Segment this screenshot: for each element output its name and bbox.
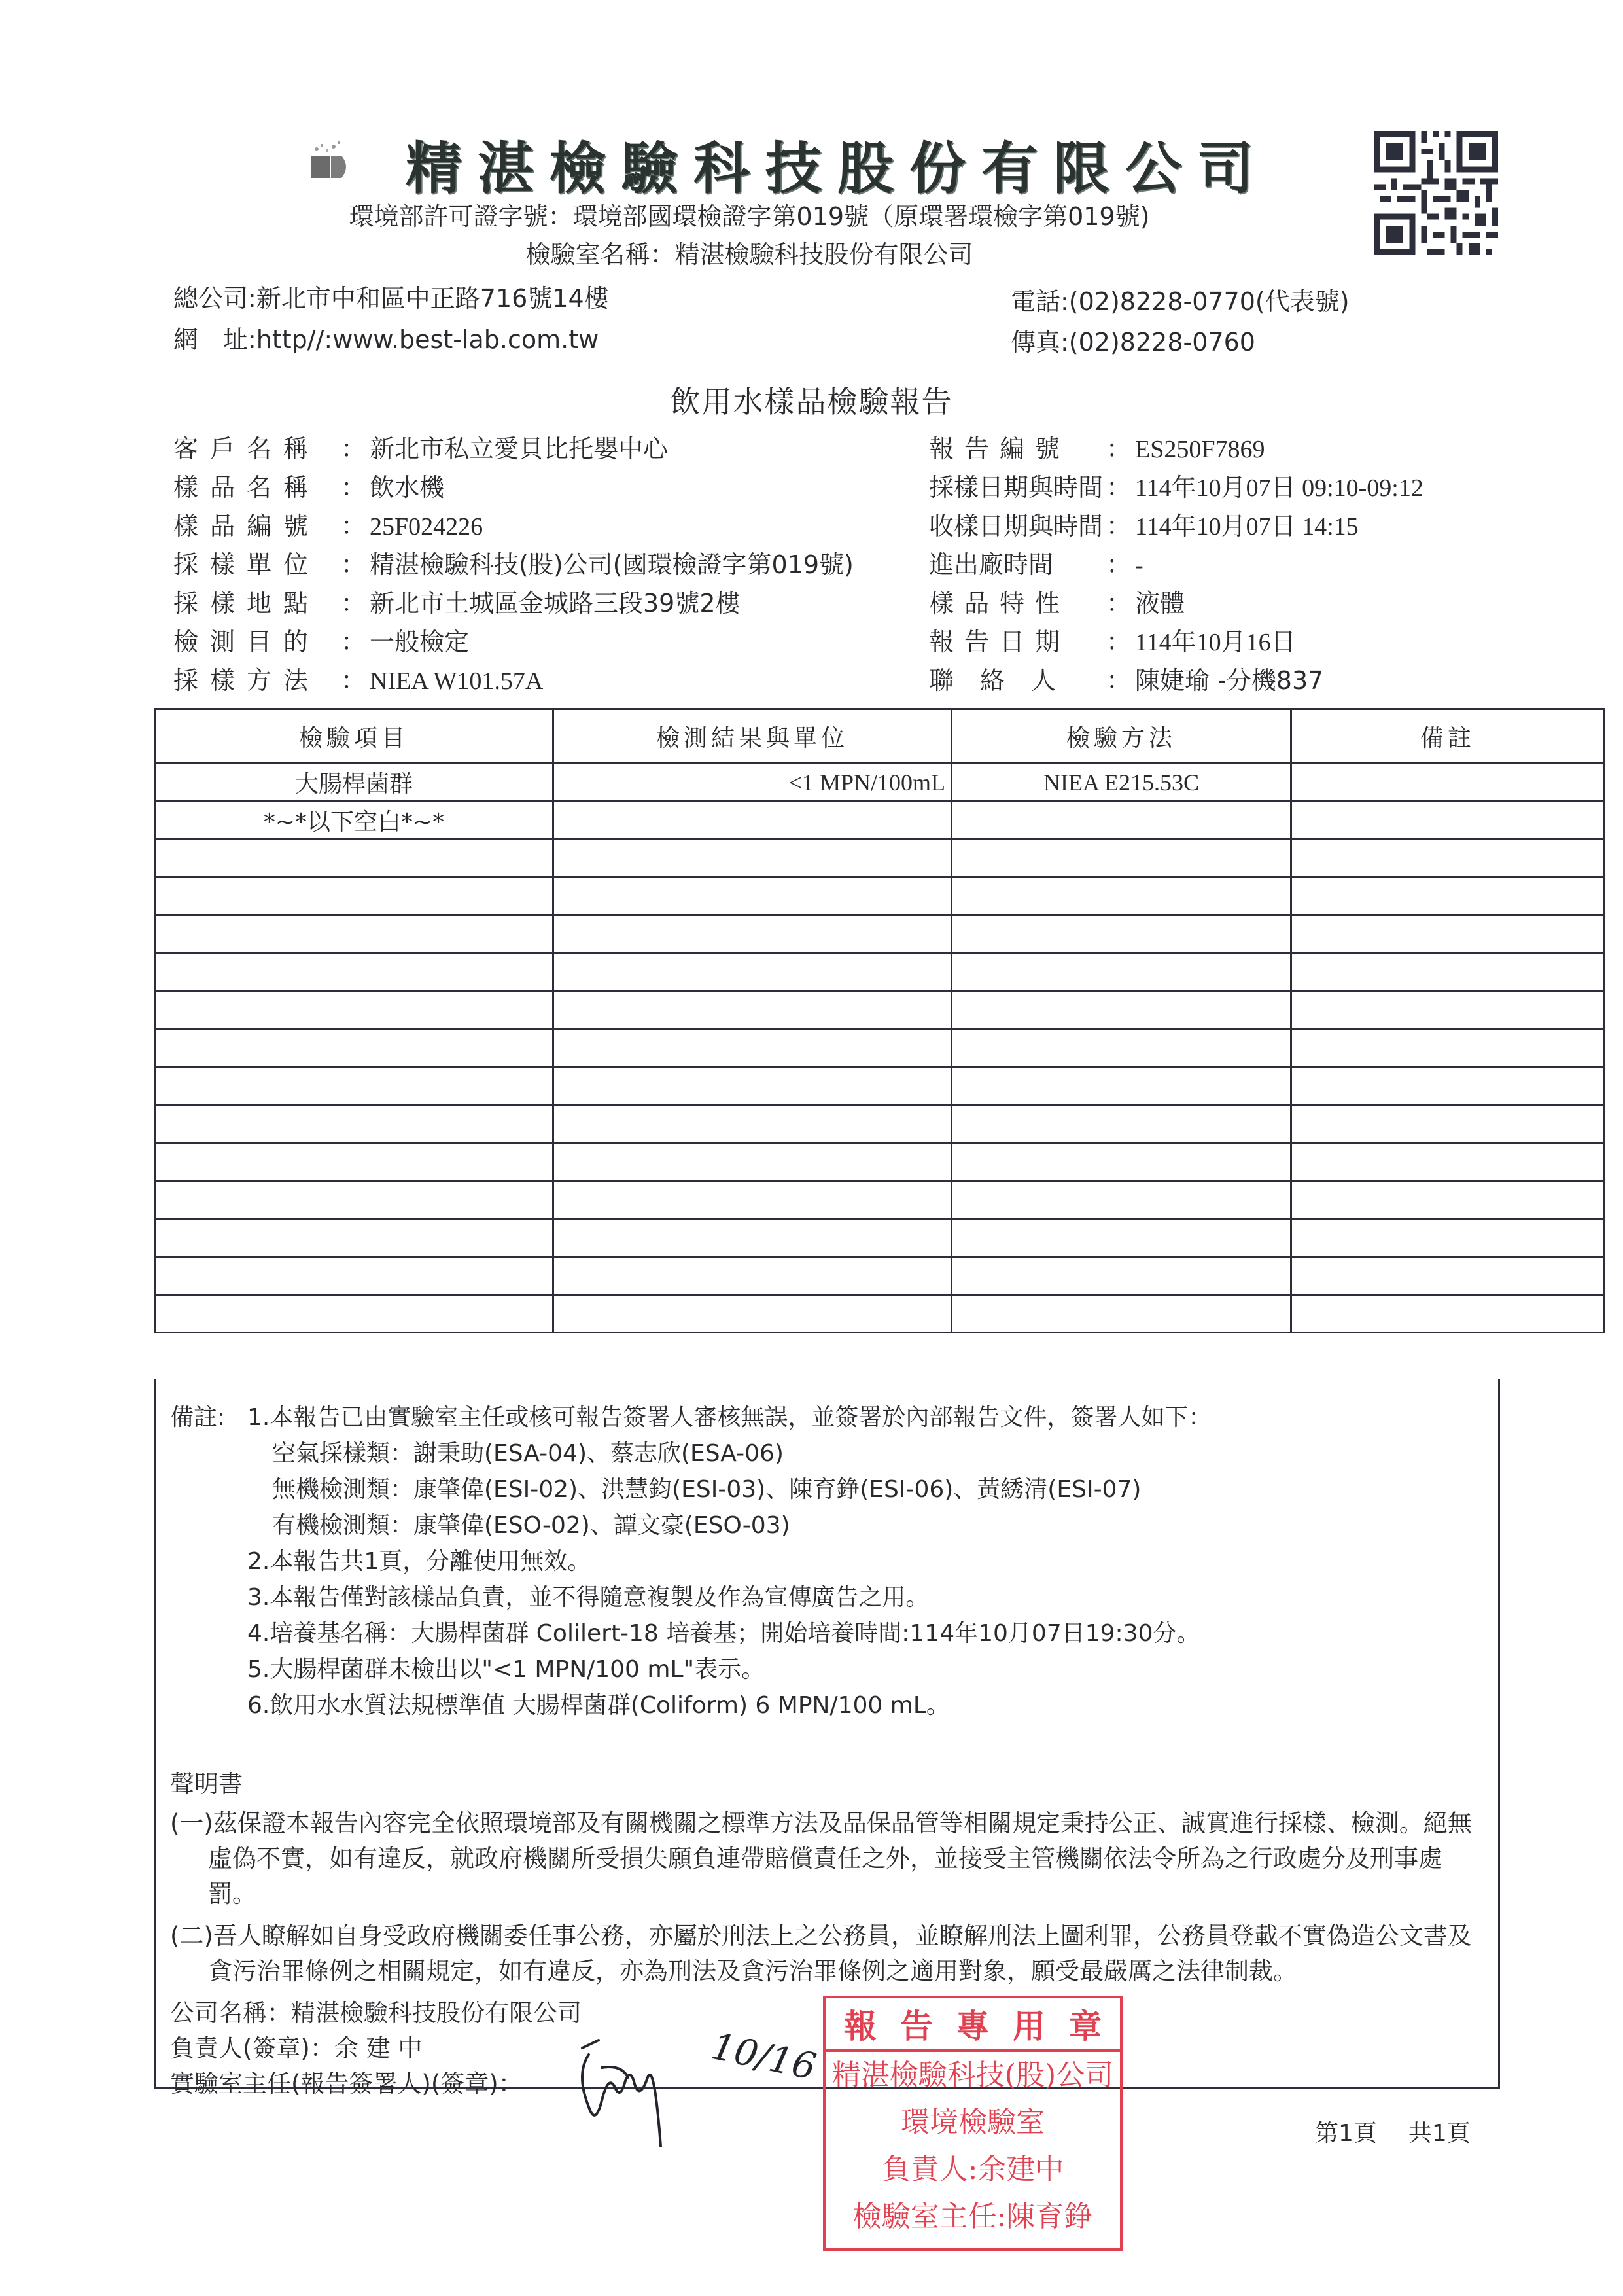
info-label: 樣品名稱 [173, 473, 321, 502]
statement-line: 虛偽不實，如有違反，就政府機關所受損失願負連帶賠償責任之外，並接受主管機關依法令所為之行政處分及刑事處 [208, 1845, 1442, 1873]
table-row [155, 1219, 1605, 1257]
info-value: 新北市私立愛貝比托嬰中心 [370, 434, 669, 463]
cell-remarks [1291, 1219, 1605, 1257]
cell-remarks [1291, 953, 1605, 991]
table-row [155, 915, 1605, 953]
website: 網 址:http//:www.best-lab.com.tw [173, 325, 599, 354]
info-value: 一般檢定 [370, 627, 470, 656]
header-result-unit: 檢測結果與單位 [553, 709, 952, 764]
signature-date: 10/16 [707, 2025, 820, 2089]
info-sample-name [173, 467, 444, 503]
report-stamp [823, 1996, 1123, 2251]
info-value: 飲水機 [370, 473, 445, 502]
cell-test-item [155, 1219, 553, 1257]
cell-method: NIEA E215.53C [952, 764, 1291, 802]
info-label: 進出廠時間 [929, 550, 1054, 579]
cell-remarks [1291, 1067, 1605, 1105]
page-number: 第1頁 [1315, 2120, 1377, 2147]
cell-result [553, 839, 952, 877]
signoff-responsible: 負責人(簽章)：余 建 中 [170, 2034, 423, 2062]
info-colon: ： [1106, 589, 1131, 618]
info-sample-number [173, 506, 483, 542]
cell-method [952, 802, 1291, 839]
info-test-purpose [173, 622, 469, 658]
stamp-heading [826, 1998, 1120, 2052]
cell-test-item [155, 915, 553, 953]
info-report-number [929, 429, 1265, 465]
table-row [155, 802, 1605, 839]
table-row [155, 1181, 1605, 1219]
info-receipt-datetime [929, 506, 1359, 542]
info-sampling-method [173, 660, 543, 696]
note-item: 4.培養基名稱：大腸桿菌群 Colilert-18 培養基；開始培養時間:114年10月07日19:30分。 [247, 1620, 1200, 1647]
stamp-char: 用 [1013, 2007, 1045, 2045]
cell-test-item [155, 839, 553, 877]
header-test-item: 檢驗項目 [155, 709, 553, 764]
company-logo-icon [307, 137, 353, 183]
cell-result [553, 991, 952, 1029]
info-label: 收樣日期與時間 [929, 512, 1104, 540]
note-item: 2.本報告共1頁，分離使用無效。 [247, 1548, 591, 1575]
info-colon: ： [1106, 550, 1131, 579]
info-sampling-location [173, 583, 741, 619]
cell-remarks [1291, 1181, 1605, 1219]
stamp-line: 檢驗室主任:陳育錚 [852, 2200, 1093, 2233]
cell-method [952, 1067, 1291, 1105]
cell-test-item [155, 1067, 553, 1105]
info-client-name [173, 429, 668, 465]
cell-method [952, 915, 1291, 953]
cell-result [553, 1143, 952, 1181]
info-sampling-datetime [929, 467, 1423, 503]
cell-remarks [1291, 1257, 1605, 1295]
cell-method [952, 877, 1291, 915]
cell-method [952, 991, 1291, 1029]
info-colon: ： [340, 550, 366, 579]
info-value: - [1135, 552, 1143, 579]
cell-remarks [1291, 1029, 1605, 1067]
cell-remarks [1291, 877, 1605, 915]
cell-remarks [1291, 1295, 1605, 1333]
notes-box [154, 1379, 1500, 2098]
info-label: 報告日期 [929, 627, 1071, 656]
cell-remarks [1291, 915, 1605, 953]
signoff-lab-director: 實驗室主任(報告簽署人)(簽章)： [170, 2070, 523, 2098]
hq-address: 總公司:新北市中和區中正路716號14樓 [173, 284, 609, 313]
info-colon: ： [340, 666, 366, 695]
cell-test-item [155, 1105, 553, 1143]
results-table [154, 708, 1605, 1333]
note-item: 1.本報告已由實驗室主任或核可報告簽署人審核無誤，並簽署於內部報告文件，簽署人如下： [247, 1404, 1212, 1431]
info-label: 客戶名稱 [173, 434, 321, 463]
cell-method [952, 1105, 1291, 1143]
statement-title: 聲明書 [170, 1770, 243, 1798]
cell-method [952, 1029, 1291, 1067]
info-label: 採樣單位 [173, 550, 321, 579]
info-label: 採樣日期與時間 [929, 473, 1104, 502]
cell-remarks [1291, 764, 1605, 802]
table-row [155, 1029, 1605, 1067]
cell-result [553, 953, 952, 991]
cell-result [553, 1181, 952, 1219]
lab-name-text: 檢驗室名稱：精湛檢驗科技股份有限公司 [525, 240, 973, 269]
qr-code-icon [1374, 131, 1498, 255]
stamp-char: 專 [956, 2007, 989, 2045]
cell-test-item [155, 877, 553, 915]
note-item: 3.本報告僅對該樣品負責，並不得隨意複製及作為宣傳廣告之用。 [247, 1584, 930, 1611]
phone: 電話:(02)8228-0770(代表號) [1011, 287, 1350, 316]
cell-test-item [155, 1029, 553, 1067]
note-item: 6.飲用水水質法規標準值 大腸桿菌群(Coliform) 6 MPN/100 mL。 [247, 1692, 950, 1719]
info-label: 採樣方法 [173, 666, 321, 695]
cell-test-item [155, 991, 553, 1029]
table-row [155, 1105, 1605, 1143]
cell-remarks [1291, 991, 1605, 1029]
signoff-company: 公司名稱：精湛檢驗科技股份有限公司 [170, 1999, 582, 2027]
statement-line: (一)茲保證本報告內容完全依照環境部及有關機關之標準方法及品保品管等相關規定秉持公正、誠實進行採樣、檢測。絕無 [170, 1809, 1472, 1837]
info-value: 114年10月07日 14:15 [1135, 513, 1359, 540]
info-label: 聯絡人 [929, 666, 1083, 695]
cell-method [952, 1143, 1291, 1181]
cell-method [952, 839, 1291, 877]
stamp-char: 章 [1069, 2007, 1102, 2045]
cell-result [553, 1257, 952, 1295]
info-label: 採樣地點 [173, 589, 321, 618]
cell-remarks [1291, 1143, 1605, 1181]
info-value: NIEA W101.57A [370, 667, 544, 695]
notes-label: 備註: [170, 1404, 226, 1431]
cell-method [952, 1181, 1291, 1219]
info-colon: ： [340, 589, 366, 618]
info-colon: ： [1106, 512, 1131, 540]
table-row [155, 1067, 1605, 1105]
table-row [155, 839, 1605, 877]
page-info [1315, 2115, 1471, 2148]
stamp-char: 報 [844, 2007, 877, 2045]
info-report-date [929, 622, 1296, 658]
table-header-row [155, 709, 1605, 764]
cell-remarks [1291, 802, 1605, 839]
cell-result [553, 1105, 952, 1143]
table-row [155, 1257, 1605, 1295]
cell-result [553, 1067, 952, 1105]
report-title: 飲用水樣品檢驗報告 [670, 384, 953, 419]
info-value: 精湛檢驗科技(股)公司(國環檢證字第019號) [370, 550, 854, 579]
cell-test-item: *~*以下空白*~* [155, 802, 553, 839]
cell-remarks [1291, 839, 1605, 877]
cell-result [553, 877, 952, 915]
fax: 傳真:(02)8228-0760 [1011, 328, 1255, 357]
cell-test-item [155, 1181, 553, 1219]
info-sample-property [929, 583, 1185, 619]
table-row [155, 1143, 1605, 1181]
info-colon: ： [340, 512, 366, 540]
cell-test-item [155, 1143, 553, 1181]
info-colon: ： [340, 434, 366, 463]
cell-result [553, 1295, 952, 1333]
table-row [155, 877, 1605, 915]
info-sampling-unit [173, 544, 854, 580]
info-colon: ： [1106, 473, 1131, 502]
info-value: 114年10月16日 [1135, 629, 1296, 656]
stamp-char: 告 [900, 2007, 933, 2045]
table-body [155, 764, 1605, 1333]
statement-line: 貪污治罪條例之相關規定，如有違反，亦為刑法及貪污治罪條例之適用對象，願受最嚴厲之法律制裁。 [208, 1957, 1297, 1985]
info-value: 陳婕瑜 -分機837 [1135, 666, 1324, 695]
header-test-method: 檢驗方法 [952, 709, 1291, 764]
cell-result [553, 1219, 952, 1257]
note-item: 無機檢測類：康肇偉(ESI-02)、洪慧鈞(ESI-03)、陳育錚(ESI-06)、黃綉清(ESI-07) [272, 1476, 1142, 1503]
info-value: 液體 [1135, 589, 1185, 618]
statement-line: 罰。 [208, 1880, 256, 1908]
cell-method [952, 1295, 1291, 1333]
header-remarks: 備註 [1291, 709, 1605, 764]
cell-method [952, 953, 1291, 991]
note-item: 有機檢測類：康肇偉(ESO-02)、譚文豪(ESO-03) [272, 1512, 790, 1539]
cell-test-item [155, 1257, 553, 1295]
note-item: 5.大腸桿菌群未檢出以"<1 MPN/100 mL"表示。 [247, 1656, 765, 1683]
cell-method [952, 1257, 1291, 1295]
cell-test-item [155, 953, 553, 991]
info-label: 樣品編號 [173, 512, 321, 540]
info-plant-time [929, 544, 1143, 580]
cell-remarks [1291, 1105, 1605, 1143]
info-colon: ： [1106, 666, 1131, 695]
stamp-line: 負責人:余建中 [881, 2153, 1064, 2186]
statement-line: (二)吾人瞭解如自身受政府機關委任事公務，亦屬於刑法上之公務員，並瞭解刑法上圖利罪，公務員登載不實偽造公文書及 [170, 1922, 1472, 1950]
permit-text: 環境部許可證字號：環境部國環檢證字第019號（原環署環檢字第019號) [349, 202, 1150, 231]
table-row [155, 764, 1605, 802]
cell-result [553, 1029, 952, 1067]
info-value: 114年10月07日 09:10-09:12 [1135, 474, 1423, 502]
cell-test-item [155, 1295, 553, 1333]
info-colon: ： [340, 627, 366, 656]
cell-result [553, 802, 952, 839]
info-label: 報告編號 [929, 434, 1071, 463]
info-colon: ： [340, 473, 366, 502]
info-colon: ： [1106, 627, 1131, 656]
info-value: 新北市土城區金城路三段39號2樓 [370, 589, 741, 618]
info-label: 樣品特性 [929, 589, 1071, 618]
cell-result: <1 MPN/100mL [553, 764, 952, 802]
info-colon: ： [1106, 434, 1131, 463]
note-item: 空氣採樣類：謝秉助(ESA-04)、蔡志欣(ESA-06) [272, 1440, 784, 1467]
info-value: ES250F7869 [1135, 436, 1265, 463]
info-value: 25F024226 [370, 513, 483, 540]
page-total: 共1頁 [1408, 2120, 1471, 2147]
info-label: 檢測目的 [173, 627, 321, 656]
table-row [155, 1295, 1605, 1333]
cell-method [952, 1219, 1291, 1257]
cell-result [553, 915, 952, 953]
table-row [155, 991, 1605, 1029]
stamp-line: 精湛檢驗科技(股)公司 [831, 2058, 1114, 2092]
cell-test-item: 大腸桿菌群 [155, 764, 553, 802]
table-row [155, 953, 1605, 991]
company-title: 精湛檢驗科技股份有限公司 [406, 136, 1269, 202]
info-contact-person [929, 660, 1323, 696]
stamp-line: 環境檢驗室 [901, 2106, 1045, 2139]
